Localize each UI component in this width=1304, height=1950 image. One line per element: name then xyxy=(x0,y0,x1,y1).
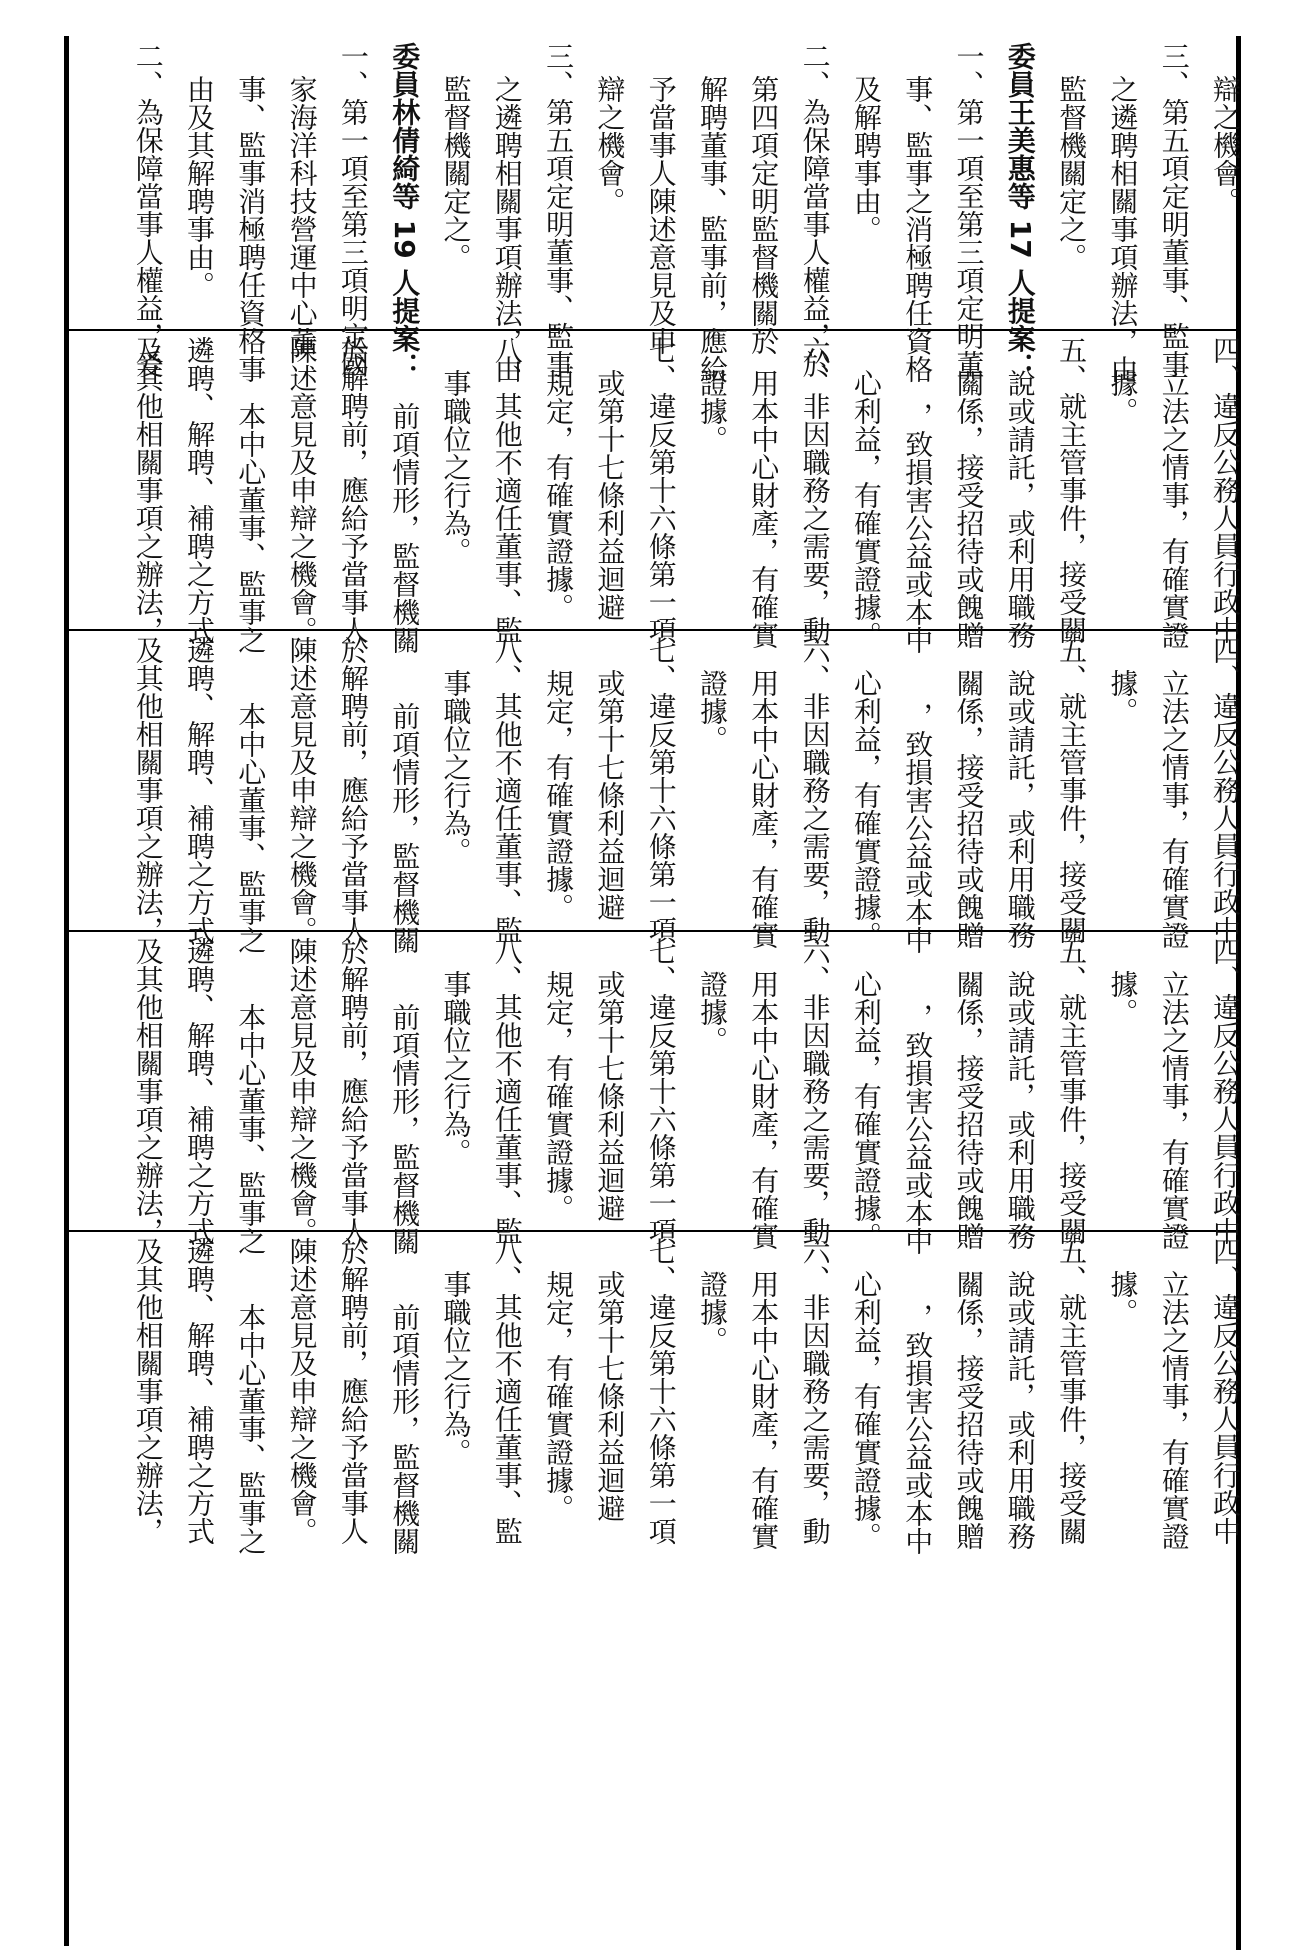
text-line: 證據。 xyxy=(696,970,729,1054)
text-line: 陳述意見及申辯之機會。 xyxy=(285,636,319,944)
text-line: 五、就主管事件，接受關 xyxy=(1055,336,1089,644)
text-line: 四、違反公務人員行政中 xyxy=(1209,636,1242,944)
text-line: 陳述意見及申辯之機會。 xyxy=(285,1237,319,1545)
text-line: ，致損害公益或本中 xyxy=(901,702,935,954)
text-line: 用本中心財產，有確實 xyxy=(747,369,781,649)
text-line: 用本中心財產，有確實 xyxy=(747,1270,781,1550)
text-line: 或第十七條利益迴避 xyxy=(593,369,627,621)
text-line: 心利益，有確實證據。 xyxy=(849,970,883,1250)
text-line: 七、違反第十六條第一項 xyxy=(644,336,678,644)
text-line: 立法之情事，有確實證 xyxy=(1157,369,1191,649)
text-line: 於解聘前，應給予當事人 xyxy=(336,336,370,644)
text-line: 本中心董事、監事之 xyxy=(234,1003,268,1255)
text-line: 第四項定明監督機關於 xyxy=(747,75,781,355)
text-line: 及其他相關事項之辦法， xyxy=(131,336,165,644)
text-line: 規定，有確實證據。 xyxy=(542,369,576,621)
text-line: 及解聘事由。 xyxy=(849,75,883,243)
text-line: 前項情形，監督機關 xyxy=(388,402,422,654)
text-line: 規定，有確實證據。 xyxy=(542,970,576,1222)
table-cell xyxy=(69,330,1242,654)
text-line: 用本中心財產，有確實 xyxy=(747,669,781,949)
text-line: 或第十七條利益迴避 xyxy=(593,970,627,1222)
text-line: 說或請託，或利用職務 xyxy=(1003,970,1037,1250)
text-line: 八、其他不適任董事、監 xyxy=(490,1237,524,1545)
text-line: 之遴聘相關事項辦法，由 xyxy=(1106,75,1140,383)
text-line: 二、為保障當事人權益，爰 xyxy=(131,42,165,378)
text-line: 本中心董事、監事之 xyxy=(234,402,268,654)
text-line: 立法之情事，有確實證 xyxy=(1157,970,1191,1250)
text-line: 四、違反公務人員行政中 xyxy=(1209,1237,1242,1545)
text-line: ，致損害公益或本中 xyxy=(901,1303,935,1555)
text-line: 事職位之行為。 xyxy=(439,970,473,1166)
table-cell xyxy=(69,630,1242,954)
text-line: 監督機關定之。 xyxy=(439,75,473,271)
text-line: 遴聘、解聘、補聘之方式 xyxy=(183,636,216,944)
text-line: 本中心董事、監事之 xyxy=(234,702,268,954)
text-line: 七、違反第十六條第一項 xyxy=(644,1237,678,1545)
text-line: 於解聘前，應給予當事人 xyxy=(336,1237,370,1545)
text-line: 之遴聘相關事項辦法，由 xyxy=(490,75,524,383)
text-line: 予當事人陳述意見及申 xyxy=(644,75,678,355)
text-line: 據。 xyxy=(1106,669,1140,725)
text-line: 解聘董事、監事前，應給 xyxy=(696,75,729,383)
text-line: 心利益，有確實證據。 xyxy=(849,1270,883,1550)
text-line: 遴聘、解聘、補聘之方式 xyxy=(183,1237,216,1545)
text-line: ，致損害公益或本中 xyxy=(901,402,935,654)
text-line: 一、第一項至第三項明定國 xyxy=(336,42,370,378)
text-line: 或第十七條利益迴避 xyxy=(593,669,627,921)
text-line: 七、違反第十六條第一項 xyxy=(644,636,678,944)
text-line: 前項情形，監督機關 xyxy=(388,1303,422,1555)
text-line: 五、就主管事件，接受關 xyxy=(1055,1237,1089,1545)
proposal-heading: 委員林倩綺等 19 人提案： xyxy=(388,42,422,381)
text-line: 二、為保障當事人權益，於 xyxy=(798,42,832,378)
text-line: ，致損害公益或本中 xyxy=(901,1003,935,1255)
text-line: 八、其他不適任董事、監 xyxy=(490,336,524,644)
text-line: 三、第五項定明董事、監事 xyxy=(542,42,576,378)
text-line: 說或請託，或利用職務 xyxy=(1003,669,1037,949)
text-line: 用本中心財產，有確實 xyxy=(747,970,781,1250)
text-line: 監督機關定之。 xyxy=(1055,75,1089,271)
text-line: 關係，接受招待或餽贈 xyxy=(952,970,986,1250)
text-line: 辯之機會。 xyxy=(593,75,627,215)
text-line: 遴聘、解聘、補聘之方式 xyxy=(183,937,216,1245)
text-line: 七、違反第十六條第一項 xyxy=(644,937,678,1245)
text-line: 證據。 xyxy=(696,669,729,753)
text-line: 辯之機會。 xyxy=(1209,75,1242,215)
text-line: 關係，接受招待或餽贈 xyxy=(952,1270,986,1550)
text-line: 及其他相關事項之辦法， xyxy=(131,937,165,1245)
text-line: 六、非因職務之需要，動 xyxy=(798,636,832,944)
text-line: 說或請託，或利用職務 xyxy=(1003,1270,1037,1550)
table-cell xyxy=(69,1231,1242,1920)
text-line: 事職位之行為。 xyxy=(439,1270,473,1466)
text-line: 六、非因職務之需要，動 xyxy=(798,1237,832,1545)
text-line: 五、就主管事件，接受關 xyxy=(1055,636,1089,944)
text-line: 證據。 xyxy=(696,369,729,453)
text-line: 說或請託，或利用職務 xyxy=(1003,369,1037,649)
text-line: 據。 xyxy=(1106,1270,1140,1326)
text-line: 八、其他不適任董事、監 xyxy=(490,937,524,1245)
text-line: 證據。 xyxy=(696,1270,729,1354)
text-line: 事職位之行為。 xyxy=(439,369,473,565)
text-line: 心利益，有確實證據。 xyxy=(849,369,883,649)
text-line: 六、非因職務之需要，動 xyxy=(798,336,832,644)
text-line: 五、就主管事件，接受關 xyxy=(1055,937,1089,1245)
table-cell xyxy=(69,931,1242,1255)
text-line: 陳述意見及申辯之機會。 xyxy=(285,336,319,644)
text-line: 八、其他不適任董事、監 xyxy=(490,636,524,944)
text-line: 規定，有確實證據。 xyxy=(542,1270,576,1522)
text-line: 前項情形，監督機關 xyxy=(388,702,422,954)
proposal-heading: 委員王美惠等 17 人提案： xyxy=(1003,42,1037,381)
text-line: 陳述意見及申辯之機會。 xyxy=(285,937,319,1245)
text-line: 家海洋科技營運中心董 xyxy=(285,75,319,355)
text-line: 事職位之行為。 xyxy=(439,669,473,865)
text-line: 四、違反公務人員行政中 xyxy=(1209,336,1242,644)
text-line: 本中心董事、監事之 xyxy=(234,1303,268,1555)
text-line: 關係，接受招待或餽贈 xyxy=(952,369,986,649)
table-cell xyxy=(69,36,1242,383)
text-line: 一、第一項至第三項定明董 xyxy=(952,42,986,378)
text-line: 及其他相關事項之辦法， xyxy=(131,1237,165,1545)
text-line: 遴聘、解聘、補聘之方式 xyxy=(183,336,216,644)
text-line: 事、監事之消極聘任資格 xyxy=(901,75,935,383)
text-line: 或第十七條利益迴避 xyxy=(593,1270,627,1522)
text-line: 六、非因職務之需要，動 xyxy=(798,937,832,1245)
text-line: 據。 xyxy=(1106,369,1140,425)
text-line: 於解聘前，應給予當事人 xyxy=(336,636,370,944)
text-line: 規定，有確實證據。 xyxy=(542,669,576,921)
text-line: 立法之情事，有確實證 xyxy=(1157,1270,1191,1550)
text-line: 據。 xyxy=(1106,970,1140,1026)
text-line: 前項情形，監督機關 xyxy=(388,1003,422,1255)
text-line: 心利益，有確實證據。 xyxy=(849,669,883,949)
text-line: 四、違反公務人員行政中 xyxy=(1209,937,1242,1245)
text-line: 於解聘前，應給予當事人 xyxy=(336,937,370,1245)
text-line: 立法之情事，有確實證 xyxy=(1157,669,1191,949)
text-line: 事、監事消極聘任資格事 xyxy=(234,75,268,383)
text-line: 關係，接受招待或餽贈 xyxy=(952,669,986,949)
text-line: 及其他相關事項之辦法， xyxy=(131,636,165,944)
text-line: 由及其解聘事由。 xyxy=(183,75,216,299)
text-line: 三、第五項定明董事、監事 xyxy=(1157,42,1191,378)
